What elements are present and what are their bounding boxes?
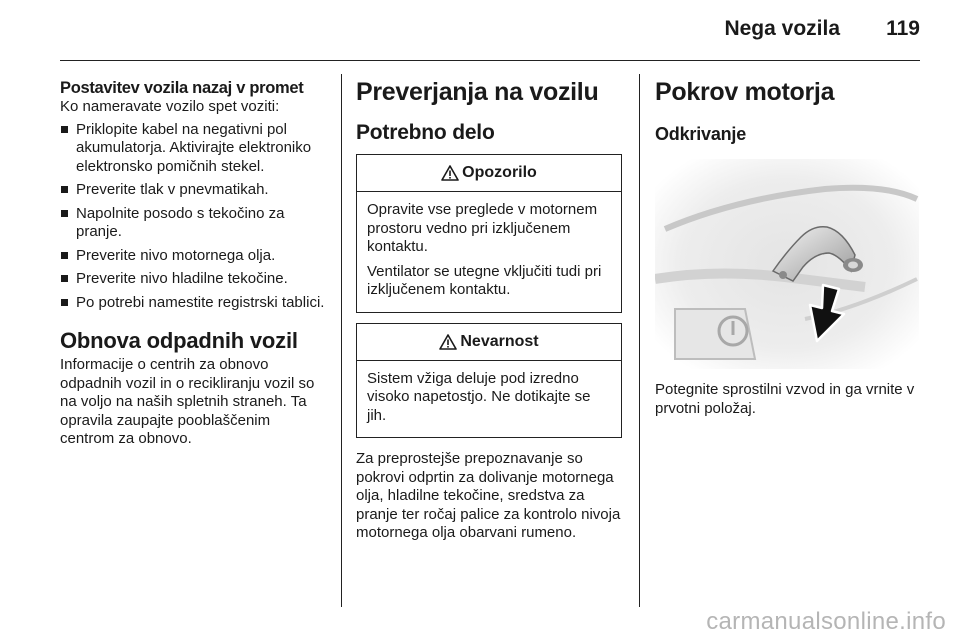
warning-text: Ventilator se utegne vključiti tudi pri izključenem kontaktu.	[367, 262, 602, 298]
checklist	[60, 121, 328, 313]
warning-box	[356, 154, 622, 313]
body-paragraph: Za preprostejše prepoznavanje so pokrovi odprtin za dolivanje motornega olja, hladilne tekočine, sredstva za pranje ter ročaj palice za kontrolo nivoja motornega olja obarvani rumeno.	[356, 450, 621, 541]
body-paragraph: Informacije o centrih za obnovo odpadnih vozil in o recikliranju vozil so na voljo na naših spletnih straneh. Ta opravila zaupajte pooblaščenim centrom za obnovo.	[60, 356, 315, 447]
warning-header	[357, 155, 621, 192]
danger-text: Sistem vžiga deluje pod izredno visoko napetostjo. Ne dotikajte se jih.	[367, 369, 591, 424]
list-item: Preverite nivo hladilne tekočine.	[60, 270, 328, 289]
warning-triangle-icon	[439, 334, 457, 350]
column-divider	[639, 74, 640, 607]
column-right	[655, 72, 920, 418]
danger-header	[357, 324, 621, 361]
page-number: 119	[886, 17, 920, 40]
section-heading: Obnova odpadnih vozil	[60, 328, 298, 353]
list-item: Preverite nivo motornega olja.	[60, 247, 328, 266]
list-item: Napolnite posodo s tekočino za pranje.	[60, 205, 328, 242]
section-heading: Postavitev vozila nazaj v promet	[60, 79, 304, 97]
list-item: Preverite tlak v pnevmatikah.	[60, 181, 328, 200]
list-item: Priklopite kabel na negativni pol akumulatorja. Aktivirajte elektroniko elektronsko pomičnih stekel.	[60, 121, 328, 177]
column-middle	[356, 72, 622, 543]
column-left	[60, 72, 328, 449]
warning-label: Opozorilo	[462, 164, 537, 181]
warning-text: Opravite vse preglede v motornem prostoru vedno pri izključenem kontaktu.	[367, 201, 598, 255]
column-divider	[341, 74, 342, 607]
page-title: Preverjanja na vozilu	[356, 78, 599, 106]
figure-caption: Potegnite sprostilni vzvod in ga vrnite v prvotni položaj.	[655, 381, 915, 417]
danger-box	[356, 323, 622, 439]
intro-text: Ko nameravate vozilo spet voziti:	[60, 98, 280, 115]
page-header	[60, 0, 920, 61]
section-title: Nega vozila	[724, 17, 840, 40]
warning-triangle-icon	[441, 165, 459, 181]
hood-release-illustration	[655, 159, 919, 369]
danger-label: Nevarnost	[460, 332, 539, 350]
section-heading: Odkrivanje	[655, 124, 747, 144]
section-heading: Potrebno delo	[356, 121, 495, 144]
list-item: Po potrebi namestite registrski tablici.	[60, 294, 328, 313]
danger-body	[357, 361, 621, 438]
hood-release-illustration-svg	[655, 159, 919, 369]
watermark: carmanualsonline.info	[706, 608, 946, 635]
page-title: Pokrov motorja	[655, 78, 835, 106]
warning-body	[357, 192, 621, 312]
